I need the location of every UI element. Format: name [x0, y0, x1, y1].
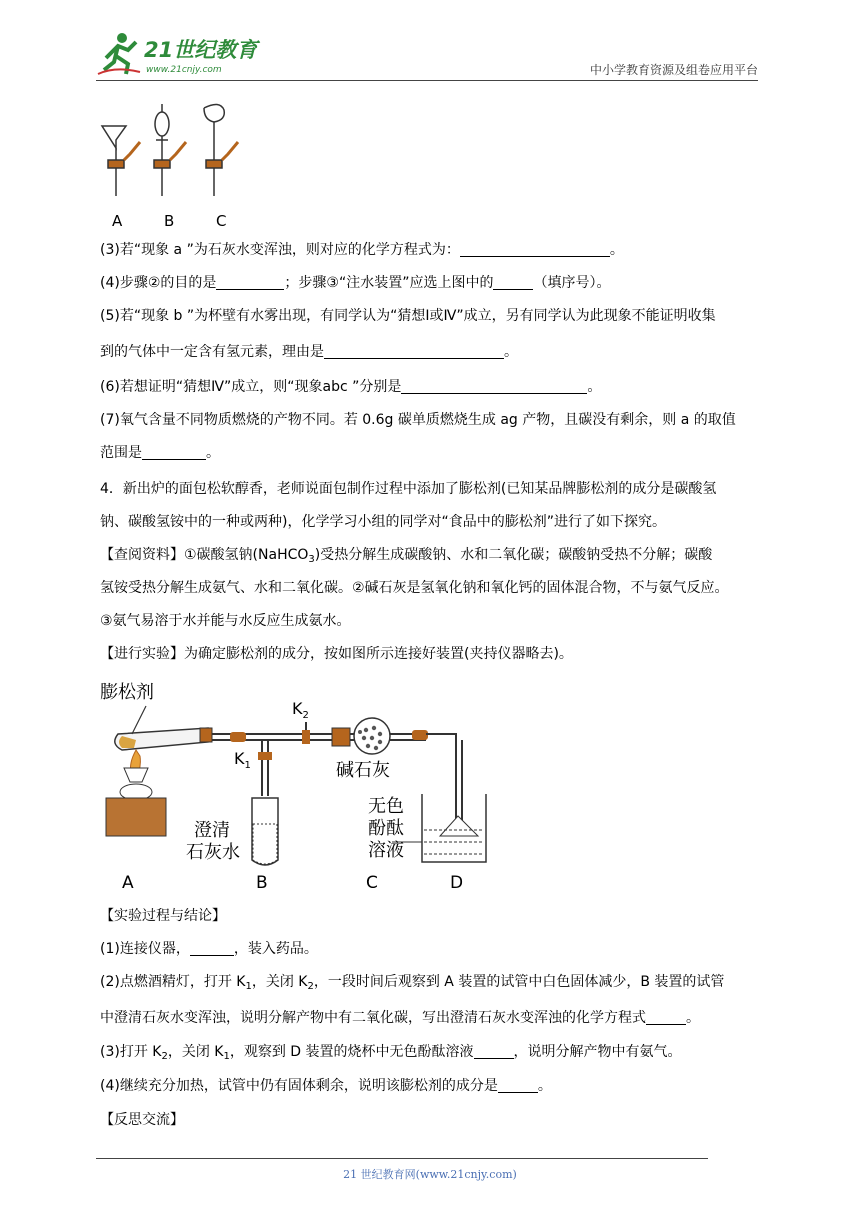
answer-blank[interactable] [216, 275, 284, 290]
leavening-agent-label: 膨松剂 [100, 682, 154, 703]
answer-blank[interactable] [401, 379, 587, 394]
step-1: (1)连接仪器， ，装入药品。 [100, 941, 318, 957]
q3-part3: (3)若“现象 a ”为石灰水变浑浊，则对应的化学方程式为： 。 [100, 242, 624, 258]
answer-blank[interactable] [142, 445, 206, 460]
runner-icon [98, 33, 140, 74]
answer-blank[interactable] [324, 344, 504, 359]
soda-lime-label: 碱石灰 [336, 760, 390, 781]
process-heading: 【实验过程与结论】 [100, 908, 226, 924]
svg-text:无色: 无色 [368, 796, 404, 817]
step-3: (3)打开 $K_2$，关闭 $K_1$，观察到 D 装置的烧杯中无色酚酞溶液 ，说明分解产物中有氨气。 [100, 1044, 682, 1062]
q3-part5-line2: 到的气体中一定含有氢元素，理由是 。 [100, 344, 518, 360]
logo-url: www.21cnjy.com [146, 65, 222, 75]
device-label-d: D [450, 873, 464, 893]
q4-info-line3: ③氨气易溶于水并能与水反应生成氨水。 [100, 613, 351, 629]
answer-blank[interactable] [460, 242, 610, 257]
step-2-line2: 中澄清石灰水变浑浊，说明分解产物中有二氧化碳，写出澄清石灰水变浑浊的化学方程式 。 [100, 1010, 700, 1026]
reflection-heading: 【反思交流】 [100, 1112, 184, 1128]
q4-info-line1: 【查阅资料】①碳酸氢钠(NaHCO$_3$)受热分解生成碳酸钠、水和二氧化碳；碳酸钠受热不分解；碳酸 [100, 547, 713, 565]
svg-text:溶液: 溶液 [368, 840, 404, 861]
q3-part6: (6)若想证明“猜想Ⅳ”成立，则“现象abc ”分别是 。 [100, 379, 602, 395]
q4-experiment-heading: 【进行实验】为确定膨松剂的成分，按如图所示连接好装置(夹持仪器略去)。 [100, 646, 573, 662]
device-label-c: C [366, 873, 378, 893]
answer-blank[interactable] [474, 1044, 514, 1059]
answer-blank[interactable] [498, 1078, 538, 1093]
footer-divider [96, 1158, 708, 1159]
svg-text:酚酞: 酚酞 [368, 818, 404, 839]
q3-part4: (4)步骤②的目的是 ；步骤③“注水装置”应选上图中的 （填序号）。 [100, 275, 611, 291]
answer-blank[interactable] [646, 1010, 686, 1025]
device-a-heating [106, 706, 212, 836]
apparatus-label-a: A [112, 212, 123, 230]
device-label-a: A [122, 873, 134, 893]
experiment-apparatus-figure [96, 676, 506, 898]
q3-part7-line2: 范围是 。 [100, 445, 220, 461]
k1-label: $K_1$ [234, 749, 251, 771]
logo-text: 21世纪教育 [144, 38, 258, 62]
k1-clamp[interactable] [258, 752, 272, 760]
header-divider [96, 80, 758, 81]
device-label-b: B [256, 873, 268, 893]
q3-part5-line1: (5)若“现象 b ”为杯壁有水雾出现，有同学认为“猜想Ⅰ或Ⅳ”成立，另有同学认为此现象不能证明收集 [100, 308, 716, 324]
answer-blank[interactable] [190, 941, 234, 956]
q3-part7-line1: (7)氧气含量不同物质燃烧的产物不同。若 0.6g 碳单质燃烧生成 ag 产物，且碳没有剩余，则 a 的取值 [100, 412, 736, 428]
answer-blank[interactable] [493, 275, 533, 290]
k2-label: $K_2$ [292, 699, 309, 721]
svg-text:澄清: 澄清 [194, 820, 230, 841]
platform-name: 中小学教育资源及组卷应用平台 [589, 63, 758, 77]
k2-clamp[interactable] [302, 730, 310, 744]
step-4: (4)继续充分加热，试管中仍有固体剩余，说明该膨松剂的成分是 。 [100, 1078, 552, 1094]
q4-info-line2: 氢铵受热分解生成氨气、水和二氧化碳。②碱石灰是氢氧化钠和氧化钙的固体混合物，不与氨气反应。 [100, 580, 729, 596]
apparatus-label-b: B [164, 212, 175, 230]
footer-link[interactable]: 21 世纪教育网(www.21cnjy.com) [343, 1168, 517, 1181]
q4-intro-line1: 4．新出炉的面包松软醇香，老师说面包制作过程中添加了膨松剂(已知某品牌膨松剂的成分是碳酸氢 [100, 481, 717, 497]
water-injection-apparatus-figure [96, 100, 256, 232]
step-2-line1: (2)点燃酒精灯，打开 $K_1$，关闭 $K_2$，一段时间后观察到 A 装置的试管中白色固体减少，B 装置的试管 [100, 974, 725, 992]
svg-text:石灰水: 石灰水 [186, 842, 240, 863]
page-header [96, 30, 758, 80]
q4-intro-line2: 钠、碳酸氢铵中的一种或两种)，化学学习小组的同学对“食品中的膨松剂”进行了如下探究。 [100, 514, 666, 530]
apparatus-label-c: C [216, 212, 227, 230]
site-logo [96, 30, 266, 76]
